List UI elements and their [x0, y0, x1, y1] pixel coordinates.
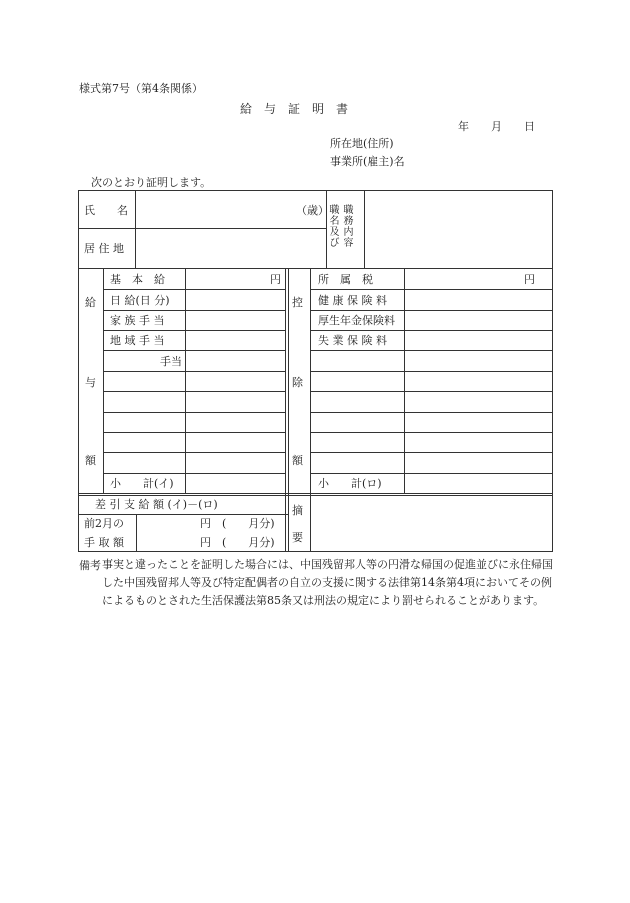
- intro-text: 次のとおり証明します。: [91, 176, 212, 189]
- note-head: 備考: [79, 559, 101, 572]
- salary-side-2: 与: [85, 376, 96, 389]
- deduction-yen: 円: [524, 273, 535, 286]
- document-title: 給 与 証 明 書: [240, 102, 349, 116]
- deduction-row-pension: 厚生年金保険料: [318, 314, 395, 327]
- prev-label-2: 手 取 額: [84, 536, 124, 549]
- deduction-side-1: 控: [292, 296, 303, 309]
- remarks-field[interactable]: [312, 497, 551, 550]
- note-text: 事実と違ったことを証明した場合には、中国残留邦人等の円滑な帰国の促進並びに永住帰国した中国残留邦人等及び特定配偶者の自立の支援に関する法律第14条第4項においてその例によるものとされた生活保護法第85条又は刑法の規定により罰せられることがあります。: [102, 558, 553, 607]
- salary-row-base: 基 本 給: [110, 273, 165, 286]
- position-label-col2: 職務内容: [343, 205, 354, 249]
- salary-row-regional: 地 域 手 当: [110, 334, 165, 347]
- salary-yen: 円: [270, 273, 281, 286]
- salary-side-3: 額: [85, 454, 96, 467]
- prev-value-1: 円 ( 月分): [200, 517, 275, 530]
- deduction-subtotal: 小 計(ロ): [318, 477, 382, 490]
- salary-row-daily: 日 給(日 分): [110, 294, 170, 307]
- age-label: （歳）: [296, 204, 329, 217]
- name-label: 氏 名: [84, 204, 128, 217]
- salary-subtotal: 小 計(イ): [110, 477, 174, 490]
- position-label-col1: 職名及び: [329, 205, 340, 249]
- deduction-row-tax: 所 属 税: [318, 273, 373, 286]
- form-number: 様式第7号（第4条関係）: [79, 82, 203, 95]
- date-label: 年 月 日: [458, 120, 535, 133]
- position-field[interactable]: [366, 191, 551, 267]
- address-field[interactable]: [137, 229, 325, 267]
- net-pay-label: 差 引 支 給 額 (イ)－(ロ): [95, 498, 218, 511]
- employer-label: 事業所(雇主)名: [330, 155, 405, 168]
- address-label: 居 住 地: [84, 242, 124, 255]
- salary-row-family: 家 族 手 当: [110, 314, 165, 327]
- deduction-row-health: 健 康 保 険 料: [318, 294, 387, 307]
- prev-label-1: 前2月の: [84, 517, 124, 530]
- salary-row-allowance: 手当: [160, 355, 182, 368]
- remarks-label-2: 要: [292, 531, 303, 544]
- prev-value-2: 円 ( 月分): [200, 536, 275, 549]
- deduction-side-3: 額: [292, 454, 303, 467]
- salary-side-1: 給: [85, 296, 96, 309]
- location-label: 所在地(住所): [330, 137, 394, 150]
- remarks-label-1: 摘: [292, 504, 303, 517]
- deduction-row-unemployment: 失 業 保 険 料: [318, 334, 387, 347]
- deduction-side-2: 除: [292, 376, 303, 389]
